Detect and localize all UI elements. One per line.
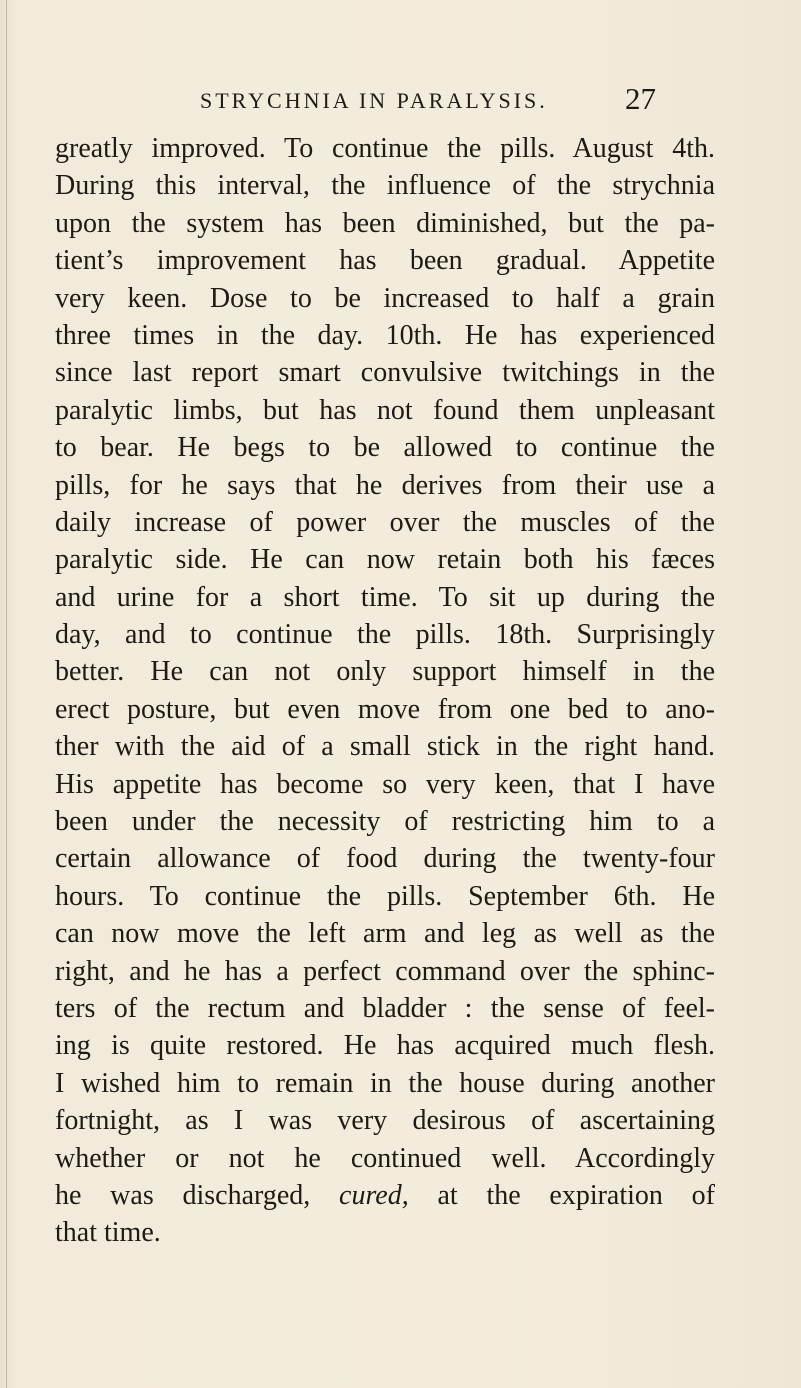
page-header [0, 81, 801, 118]
text-line: day, and to continue the pills. 18th. Surprisingly [55, 619, 715, 651]
text-line: paralytic side. He can now retain both his fæces [55, 544, 715, 576]
text-segment: at the expiration of [408, 1179, 715, 1211]
text-line: I wished him to remain in the house during another [55, 1067, 715, 1099]
text-line: ther with the aid of a small stick in the right hand. [55, 731, 715, 763]
text-line: hours. To continue the pills. September 6th. He [55, 880, 715, 912]
text-line: very keen. Dose to be increased to half a grain [55, 282, 715, 314]
text-line: better. He can not only support himself in the [55, 656, 715, 688]
text-line: since last report smart convulsive twitchings in the [55, 357, 715, 389]
text-line: upon the system has been diminished, but the pa- [55, 207, 715, 239]
text-line-final: that time. [55, 1217, 161, 1249]
text-line-with-italic [55, 1177, 715, 1214]
body-paragraph [55, 130, 715, 1252]
text-line: daily increase of power over the muscles of the [55, 506, 715, 538]
running-head: STRYCHNIA IN PARALYSIS. [200, 88, 548, 113]
text-line: certain allowance of food during the twenty-four [55, 843, 715, 875]
text-line: whether or not he continued well. Accordingly [55, 1142, 715, 1174]
page-edge-shadow [6, 0, 7, 1388]
text-line: His appetite has become so very keen, that I have [55, 768, 715, 800]
text-line: During this interval, the influence of the strychnia [55, 170, 715, 202]
text-line: been under the necessity of restricting him to a [55, 806, 715, 838]
text-line: erect posture, but even move from one bed to ano- [55, 693, 715, 725]
text-line: and urine for a short time. To sit up during the [55, 581, 715, 613]
text-line: can now move the left arm and leg as well as the [55, 918, 715, 950]
text-line: ters of the rectum and bladder : the sense of feel- [55, 992, 715, 1024]
text-line: pills, for he says that he derives from their use a [55, 469, 715, 501]
text-line: ing is quite restored. He has acquired much flesh. [55, 1030, 715, 1062]
text-line: paralytic limbs, but has not found them unpleasant [55, 394, 715, 426]
text-line: three times in the day. 10th. He has experienced [55, 319, 715, 351]
italic-word-cured: cured, [339, 1179, 409, 1211]
text-line: to bear. He begs to be allowed to continue the [55, 432, 715, 464]
page-number: 27 [625, 81, 656, 116]
text-line: right, and he has a perfect command over the sphinc- [55, 955, 715, 987]
text-segment: he was discharged, [55, 1179, 340, 1211]
text-line: tient’s improvement has been gradual. Appetite [55, 245, 715, 277]
text-line: fortnight, as I was very desirous of ascertaining [55, 1105, 715, 1137]
text-line: greatly improved. To continue the pills. August 4th. [55, 133, 715, 164]
